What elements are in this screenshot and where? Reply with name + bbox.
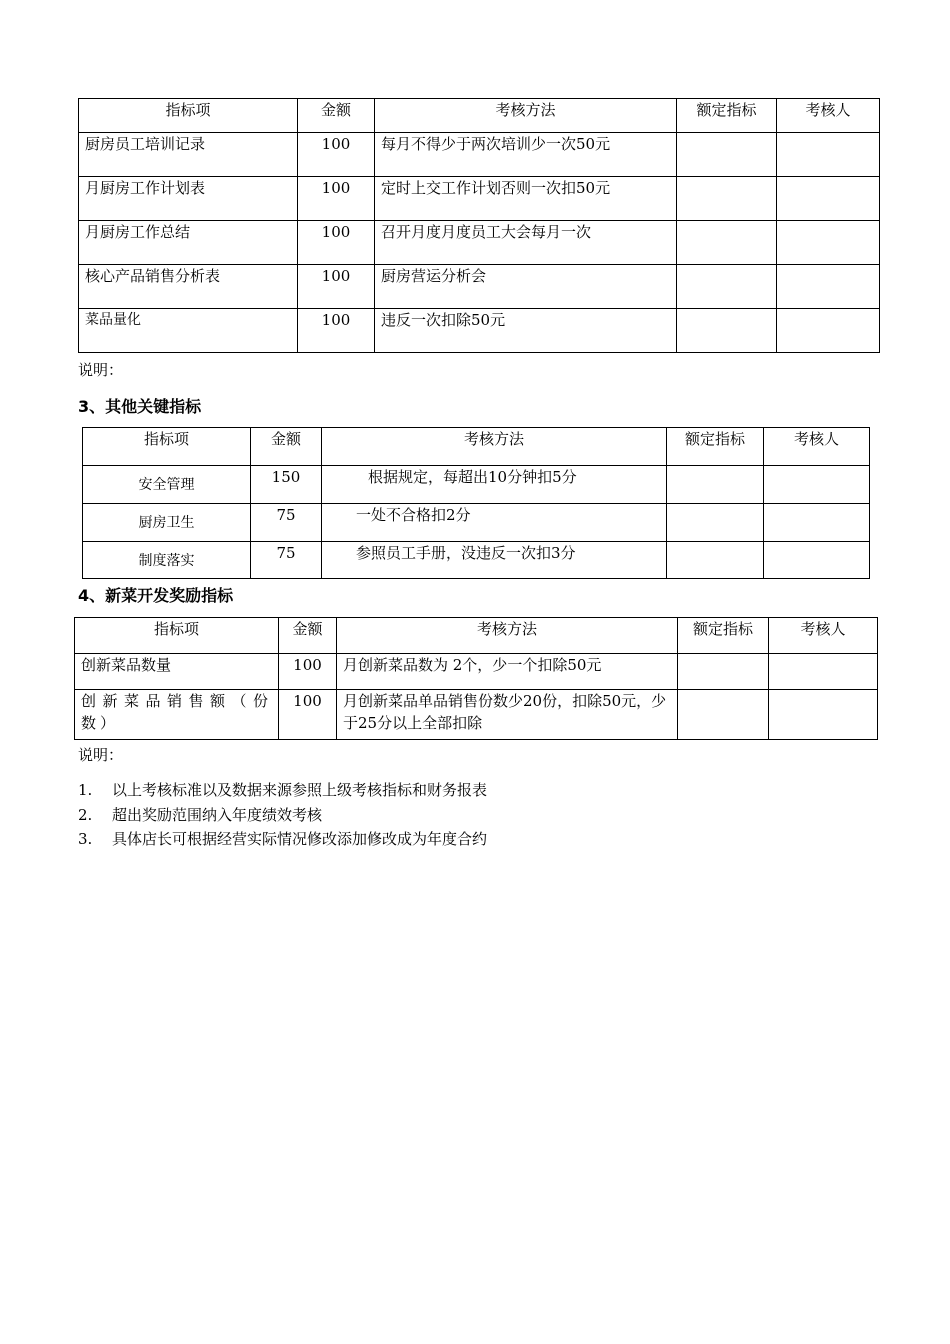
list-number: 3.	[78, 830, 93, 848]
cell-item: 核心产品销售分析表	[79, 265, 298, 309]
table-row	[83, 542, 870, 579]
table-row	[75, 690, 878, 740]
cell-item: 安全管理	[83, 466, 251, 504]
cell-item: 创新菜品数量	[75, 654, 279, 690]
cell-quota	[667, 466, 764, 504]
cell-method: 月创新菜品数为 2个，少一个扣除50元	[337, 654, 678, 690]
cell-quota	[678, 654, 769, 690]
cell-assessor	[777, 309, 880, 353]
cell-assessor	[764, 504, 870, 542]
list-number: 2.	[78, 805, 93, 824]
cell-method: 一处不合格扣2分	[322, 504, 667, 542]
cell-method: 根据规定，每超出10分钟扣5分	[322, 466, 667, 504]
cell-quota	[677, 177, 777, 221]
cell-amount: 100	[298, 309, 375, 353]
cell-method: 参照员工手册，没违反一次扣3分	[322, 542, 667, 579]
key-indicator-table	[82, 427, 870, 579]
header-amount: 金额	[251, 428, 322, 466]
section-4-heading: 4、新菜开发奖励指标	[78, 586, 234, 605]
table-header-row	[83, 428, 870, 466]
list-item	[78, 803, 487, 828]
cell-method: 每月不得少于两次培训少一次50元	[375, 133, 677, 177]
new-dish-reward-table	[74, 617, 878, 740]
cell-assessor	[777, 133, 880, 177]
cell-amount: 100	[298, 133, 375, 177]
cell-amount: 100	[279, 690, 337, 740]
list-item	[78, 778, 487, 803]
cell-item: 月厨房工作计划表	[79, 177, 298, 221]
header-quota: 额定指标	[678, 618, 769, 654]
cell-amount: 75	[251, 504, 322, 542]
cell-amount: 100	[298, 177, 375, 221]
table-row	[79, 177, 880, 221]
cell-quota	[667, 542, 764, 579]
cell-amount: 100	[298, 265, 375, 309]
header-item: 指标项	[75, 618, 279, 654]
header-item: 指标项	[83, 428, 251, 466]
header-assessor: 考核人	[769, 618, 878, 654]
header-method: 考核方法	[322, 428, 667, 466]
cell-assessor	[777, 265, 880, 309]
cell-method: 违反一次扣除50元	[375, 309, 677, 353]
cell-amount: 100	[279, 654, 337, 690]
cell-item: 月厨房工作总结	[79, 221, 298, 265]
cell-item: 厨房卫生	[83, 504, 251, 542]
header-assessor: 考核人	[764, 428, 870, 466]
cell-assessor	[777, 177, 880, 221]
header-method: 考核方法	[337, 618, 678, 654]
table-row	[79, 133, 880, 177]
table-row	[83, 504, 870, 542]
cell-assessor	[769, 690, 878, 740]
cell-assessor	[764, 466, 870, 504]
cell-item: 菜品量化	[79, 309, 298, 353]
table-row	[83, 466, 870, 504]
table-row	[79, 265, 880, 309]
cell-quota	[677, 265, 777, 309]
section-3-heading: 3、其他关键指标	[78, 397, 202, 416]
cell-item: 制度落实	[83, 542, 251, 579]
header-amount: 金额	[279, 618, 337, 654]
cell-method: 厨房营运分析会	[375, 265, 677, 309]
cell-amount: 150	[251, 466, 322, 504]
header-quota: 额定指标	[667, 428, 764, 466]
table-row	[79, 309, 880, 353]
cell-quota	[667, 504, 764, 542]
cell-method: 定时上交工作计划否则一次扣50元	[375, 177, 677, 221]
cell-method: 月创新菜品单品销售份数少20份，扣除50元，少于25分以上全部扣除	[337, 690, 678, 740]
cell-item: 创新菜品销售额（份数）	[75, 690, 279, 740]
table-row	[79, 221, 880, 265]
cell-quota	[677, 133, 777, 177]
cell-assessor	[769, 654, 878, 690]
list-item	[78, 827, 487, 852]
table-header-row	[75, 618, 878, 654]
cell-method: 召开月度月度员工大会每月一次	[375, 221, 677, 265]
header-method: 考核方法	[375, 99, 677, 133]
cell-assessor	[777, 221, 880, 265]
table-header-row	[79, 99, 880, 133]
note-label: 说明：	[78, 746, 124, 764]
cell-quota	[678, 690, 769, 740]
kitchen-indicator-table	[78, 98, 880, 353]
header-item: 指标项	[79, 99, 298, 133]
table-row	[75, 654, 878, 690]
header-assessor: 考核人	[777, 99, 880, 133]
list-number: 1.	[78, 781, 93, 799]
cell-amount: 100	[298, 221, 375, 265]
list-text: 具体店长可根据经营实际情况修改添加修改成为年度合约	[112, 830, 488, 848]
list-text: 超出奖励范围纳入年度绩效考核	[112, 805, 323, 824]
notes-list	[78, 778, 487, 852]
header-amount: 金额	[298, 99, 375, 133]
header-quota: 额定指标	[677, 99, 777, 133]
cell-quota	[677, 221, 777, 265]
note-label: 说明：	[78, 361, 124, 379]
cell-item: 厨房员工培训记录	[79, 133, 298, 177]
cell-amount: 75	[251, 542, 322, 579]
cell-assessor	[764, 542, 870, 579]
cell-quota	[677, 309, 777, 353]
list-text: 以上考核标准以及数据来源参照上级考核指标和财务报表	[112, 781, 488, 799]
